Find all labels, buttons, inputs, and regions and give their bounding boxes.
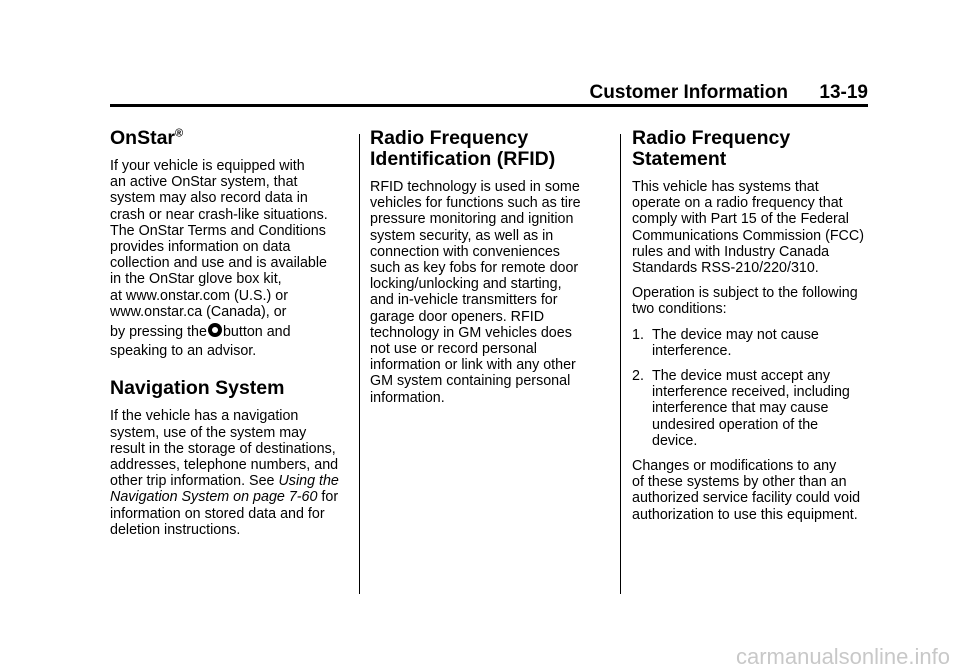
column-right bbox=[632, 128, 872, 532]
list-line: The device must accept any bbox=[652, 368, 831, 385]
onstar-line: provides information on data bbox=[110, 239, 291, 256]
statement-line: two conditions: bbox=[632, 301, 727, 318]
onstar-line: at www.onstar.com (U.S.) or bbox=[110, 287, 288, 304]
rfid-line: technology in GM vehicles does bbox=[370, 324, 572, 341]
onstar-line: The OnStar Terms and Conditions bbox=[110, 222, 326, 239]
cross-reference: Navigation System on page 7-60 bbox=[110, 489, 318, 506]
navigation-heading: Navigation System bbox=[110, 377, 285, 400]
column-middle bbox=[370, 128, 610, 415]
rfid-line: pressure monitoring and ignition bbox=[370, 211, 574, 228]
rfid-line: and in-vehicle transmitters for bbox=[370, 292, 558, 309]
list-item bbox=[632, 368, 872, 449]
column-left bbox=[110, 128, 350, 547]
onstar-line: speaking to an advisor. bbox=[110, 343, 257, 360]
statement-line: of these systems by other than an bbox=[632, 474, 847, 491]
page-number: 13-19 bbox=[819, 82, 868, 103]
list-line: undesired operation of the bbox=[652, 416, 819, 433]
statement-line: Changes or modifications to any bbox=[632, 458, 837, 475]
rfid-line: information. bbox=[370, 389, 445, 406]
column-divider bbox=[620, 134, 621, 594]
statement-line: comply with Part 15 of the Federal bbox=[632, 211, 849, 228]
statement-paragraph bbox=[632, 179, 872, 276]
onstar-line: in the OnStar glove box kit, bbox=[110, 271, 282, 288]
statement-line: This vehicle has systems that bbox=[632, 179, 819, 195]
list-number: 1. bbox=[632, 326, 644, 343]
modifications-paragraph bbox=[632, 458, 872, 523]
navigation-line: system, use of the system may bbox=[110, 424, 307, 441]
navigation-line: information on stored data and for bbox=[110, 505, 325, 522]
onstar-line: collection and use and is available bbox=[110, 255, 327, 272]
statement-line: operate on a radio frequency that bbox=[632, 195, 843, 212]
rfid-heading: Radio Frequency Identification (RFID) bbox=[370, 127, 556, 170]
section-title: Customer Information bbox=[589, 82, 788, 103]
statement-line: rules and with Industry Canada bbox=[632, 243, 830, 260]
statement-line: Operation is subject to the following bbox=[632, 285, 858, 302]
statement-line: Communications Commission (FCC) bbox=[632, 227, 864, 244]
list-line: interference that may cause bbox=[652, 400, 829, 417]
navigation-line: addresses, telephone numbers, and bbox=[110, 457, 339, 474]
column-divider bbox=[359, 134, 360, 594]
cross-reference: Using the bbox=[278, 473, 339, 490]
rfid-line: not use or record personal bbox=[370, 341, 537, 358]
rfid-paragraph bbox=[370, 179, 610, 406]
rfid-line: vehicles for functions such as tire bbox=[370, 195, 581, 212]
rfid-line: RFID technology is used in some bbox=[370, 179, 580, 195]
watermark: carmanualsonline.info bbox=[735, 644, 950, 669]
header-rule bbox=[110, 104, 868, 107]
navigation-line: If the vehicle has a navigation bbox=[110, 408, 299, 425]
onstar-line: crash or near crash-like situations. bbox=[110, 206, 328, 223]
rfid-line: such as key fobs for remote door bbox=[370, 260, 579, 277]
page-header bbox=[110, 82, 868, 103]
onstar-heading: OnStar® bbox=[110, 127, 184, 149]
onstar-line: www.onstar.ca (Canada), or bbox=[110, 303, 287, 320]
rfid-line: locking/unlocking and starting, bbox=[370, 276, 562, 293]
navigation-line: Navigation System on page 7-60 for bbox=[110, 489, 339, 506]
navigation-line: result in the storage of destinations, bbox=[110, 440, 336, 457]
onstar-line: If your vehicle is equipped with bbox=[110, 158, 305, 174]
statement-line: Standards RSS-210/220/310. bbox=[632, 260, 819, 277]
list-line: device. bbox=[652, 432, 698, 449]
registered-mark: ® bbox=[175, 127, 184, 140]
onstar-line: an active OnStar system, that bbox=[110, 174, 298, 191]
statement-line: authorization to use this equipment. bbox=[632, 506, 858, 523]
conditions-paragraph bbox=[632, 285, 872, 317]
list-item bbox=[632, 327, 872, 359]
onstar-press-line: by pressing the button and bbox=[110, 324, 291, 341]
navigation-line: deletion instructions. bbox=[110, 521, 241, 538]
navigation-paragraph bbox=[110, 408, 350, 538]
rfid-line: GM system containing personal bbox=[370, 373, 571, 390]
rfid-line: connection with conveniences bbox=[370, 243, 560, 260]
conditions-list bbox=[632, 327, 872, 449]
statement-line: authorized service facility could void bbox=[632, 490, 861, 507]
onstar-paragraph bbox=[110, 158, 350, 359]
statement-heading: Radio Frequency Statement bbox=[632, 127, 791, 170]
navigation-line: other trip information. See Using the bbox=[110, 473, 339, 490]
rfid-line: garage door openers. RFID bbox=[370, 308, 545, 325]
list-line: interference received, including bbox=[652, 384, 850, 401]
list-line: The device may not cause bbox=[652, 326, 819, 343]
rfid-line: information or link with any other bbox=[370, 357, 576, 374]
list-number: 2. bbox=[632, 368, 644, 385]
list-line: interference. bbox=[652, 342, 732, 359]
rfid-line: system security, as well as in bbox=[370, 227, 554, 244]
onstar-line: system may also record data in bbox=[110, 190, 308, 207]
onstar-button-icon bbox=[208, 323, 222, 337]
